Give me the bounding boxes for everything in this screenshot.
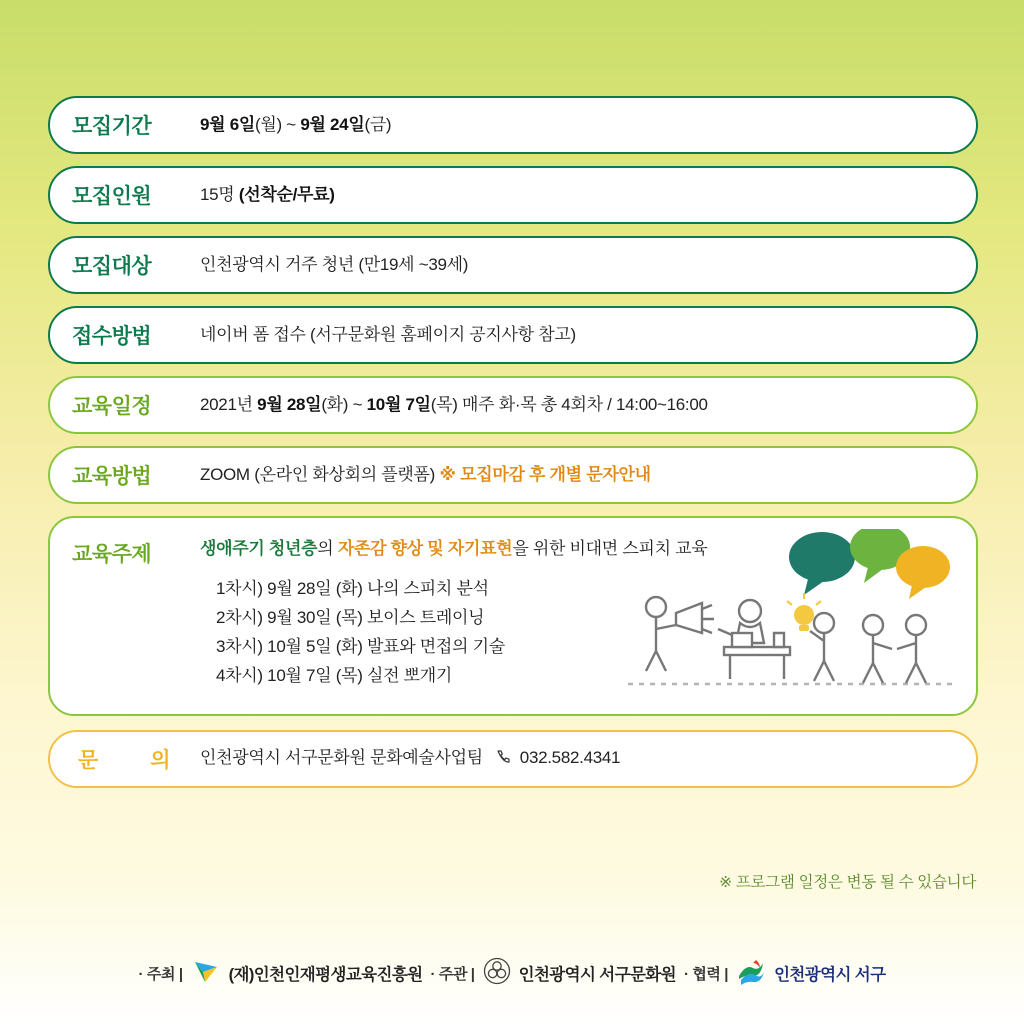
row-value: 15명 (선착순/무료) [200, 185, 335, 205]
list-item: 2차시) 9월 30일 (목) 보이스 트레이닝 [216, 607, 485, 627]
contact-label-right: 의 [150, 749, 170, 772]
row-label: 모집대상 [72, 255, 152, 278]
list-item: 3차시) 10월 5일 (화) 발표와 면접의 기술 [216, 636, 505, 656]
topic-headline: 생애주기 청년층의 자존감 향상 및 자기표현을 위한 비대면 스피치 교육 [200, 539, 708, 558]
info-row-education-method [48, 446, 978, 504]
phone-icon [495, 747, 511, 773]
incheon-seogu-logo-icon [736, 956, 766, 990]
schedule-change-note: ※ 프로그램 일정은 변동 될 수 있습니다 [719, 874, 976, 891]
host-tag: · 주최 | [138, 965, 183, 983]
info-row-recruit-count [48, 166, 978, 224]
topic-session-list [200, 574, 954, 691]
info-row-topic [48, 516, 978, 716]
contact-value [200, 745, 620, 773]
coop-org: 인천광역시 서구 [774, 966, 886, 984]
info-row-schedule [48, 376, 978, 434]
contact-label [72, 744, 200, 774]
coop-tag: · 협력 | [683, 965, 729, 983]
row-label: 모집기간 [72, 115, 152, 138]
manage-tag: · 주관 | [430, 965, 475, 983]
row-value: 2021년 9월 28일(화) ~ 10월 7일(목) 매주 화·목 총 4회차 / 14:00~16:00 [200, 395, 708, 415]
incheon-talent-logo-icon [191, 956, 221, 990]
info-row-contact [48, 730, 978, 788]
list-item: 1차시) 9월 28일 (화) 나의 스피치 분석 [216, 578, 489, 598]
contact-phone: 032.582.4341 [519, 748, 621, 768]
contact-label-left: 문 [78, 749, 98, 772]
seogu-culture-logo-icon [483, 957, 511, 989]
host-org: (재)인천인재평생교육진흥원 [228, 966, 423, 984]
topic-body [200, 536, 954, 690]
info-row-target [48, 236, 978, 294]
info-row-recruit-period [48, 96, 978, 154]
topic-label: 교육주제 [72, 543, 152, 566]
row-value: ZOOM (온라인 화상회의 플랫폼) ※ 모집마감 후 개별 문자안내 [200, 465, 651, 485]
row-label: 접수방법 [72, 325, 152, 348]
contact-team: 인천광역시 서구문화원 문화예술사업팀 [200, 748, 483, 768]
row-label: 교육방법 [72, 465, 152, 488]
info-rows [48, 96, 978, 800]
row-value: 네이버 폼 접수 (서구문화원 홈페이지 공지사항 참고) [200, 325, 576, 345]
info-row-apply-method [48, 306, 978, 364]
manage-org: 인천광역시 서구문화원 [518, 966, 676, 984]
footer-credits [0, 956, 1024, 990]
row-value: 인천광역시 거주 청년 (만19세 ~39세) [200, 255, 469, 275]
row-label: 모집인원 [72, 185, 152, 208]
row-value: 9월 6일(월) ~ 9월 24일(금) [200, 115, 392, 135]
list-item: 4차시) 10월 7일 (목) 실전 뽀개기 [216, 666, 453, 686]
row-label: 교육일정 [72, 395, 152, 418]
